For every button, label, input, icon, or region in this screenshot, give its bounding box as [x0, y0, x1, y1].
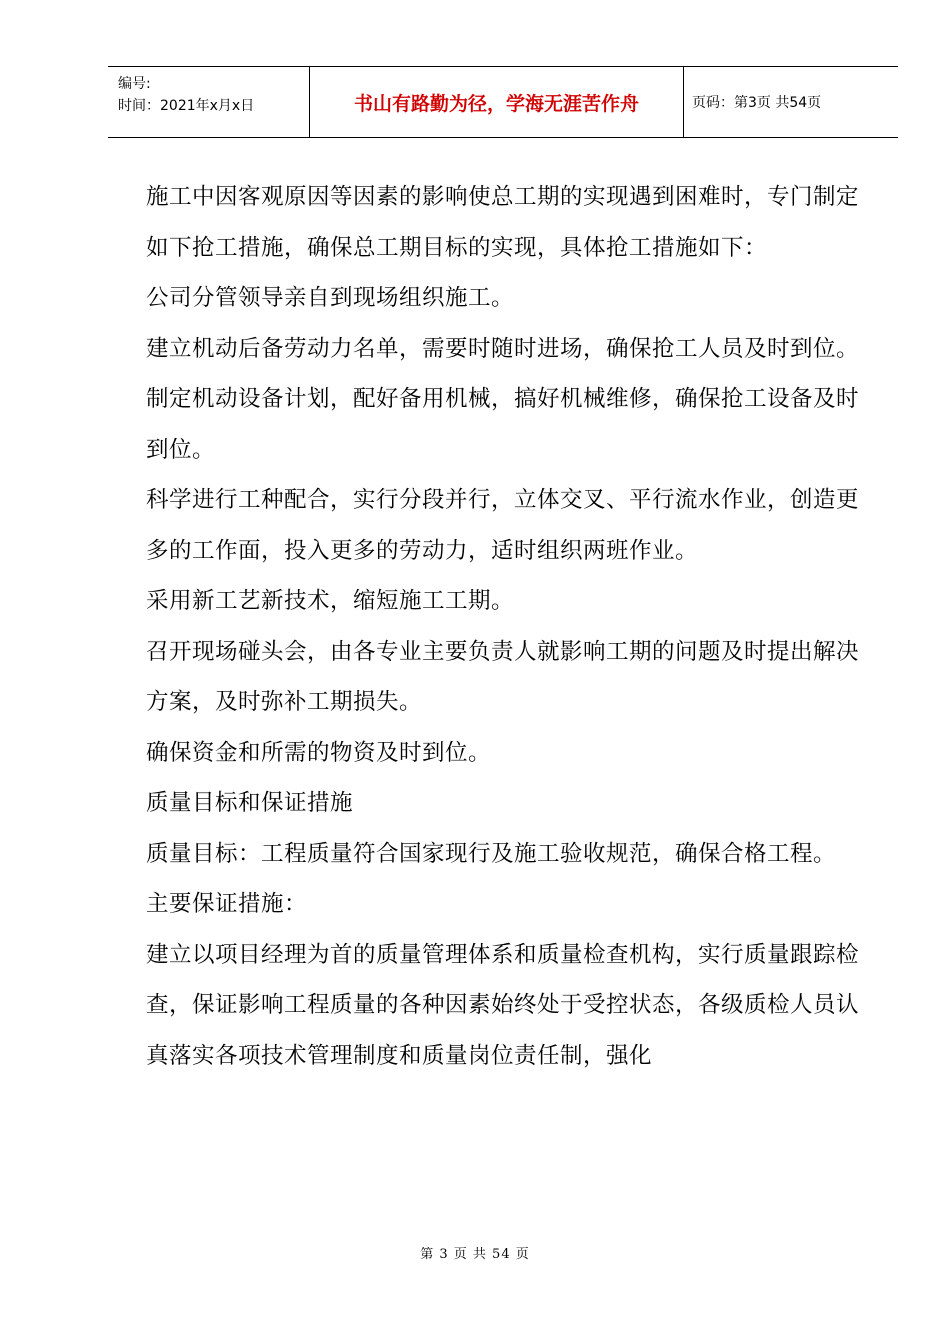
paragraph: 确保资金和所需的物资及时到位。 — [146, 739, 492, 766]
header-page-number: 页码：第3页 共54页 — [692, 95, 822, 111]
section-heading: 质量目标和保证措施 — [146, 790, 354, 816]
paragraph: 建立机动后备劳动力名单，需要时随时进场，确保抢工人员及时到位。 — [146, 335, 860, 362]
paragraph: 建立以项目经理为首的质量管理体系和质量检查机构，实行质量跟踪检查，保证影响工程质量的各种因素始终处于受控状态，各级质检人员认真落实各项技术管理制度和质量岗位责任制，强化 — [146, 941, 860, 1069]
paragraph: 公司分管领导亲自到现场组织施工。 — [146, 285, 515, 311]
page-header — [108, 66, 898, 138]
paragraph: 召开现场碰头会，由各专业主要负责人就影响工期的问题及时提出解决方案，及时弥补工期损失。 — [146, 638, 860, 715]
document-date: 时间：2021年x月x日 — [118, 98, 255, 114]
paragraph: 科学进行工种配合，实行分段并行，立体交叉、平行流水作业，创造更多的工作面，投入更多的劳动力，适时组织两班作业。 — [146, 487, 860, 564]
header-motto: 书山有路勤为径，学海无涯苦作舟 — [310, 67, 684, 137]
document-number-label: 编号: — [118, 76, 151, 92]
header-meta — [108, 67, 310, 137]
paragraph: 质量目标：工程质量符合国家现行及施工验收规范，确保合格工程。 — [146, 840, 837, 867]
paragraph: 制定机动设备计划，配好备用机械，搞好机械维修，确保抢工设备及时到位。 — [146, 386, 860, 463]
paragraph: 主要保证措施： — [146, 891, 308, 917]
paragraph: 采用新工艺新技术，缩短施工工期。 — [146, 588, 515, 614]
paragraph: 施工中因客观原因等因素的影响使总工期的实现遇到困难时，专门制定如下抢工措施，确保总工期目标的实现，具体抢工措施如下： — [146, 184, 860, 261]
page-footer: 第 3 页 共 54 页 — [420, 1247, 530, 1262]
document-body — [146, 172, 862, 1081]
